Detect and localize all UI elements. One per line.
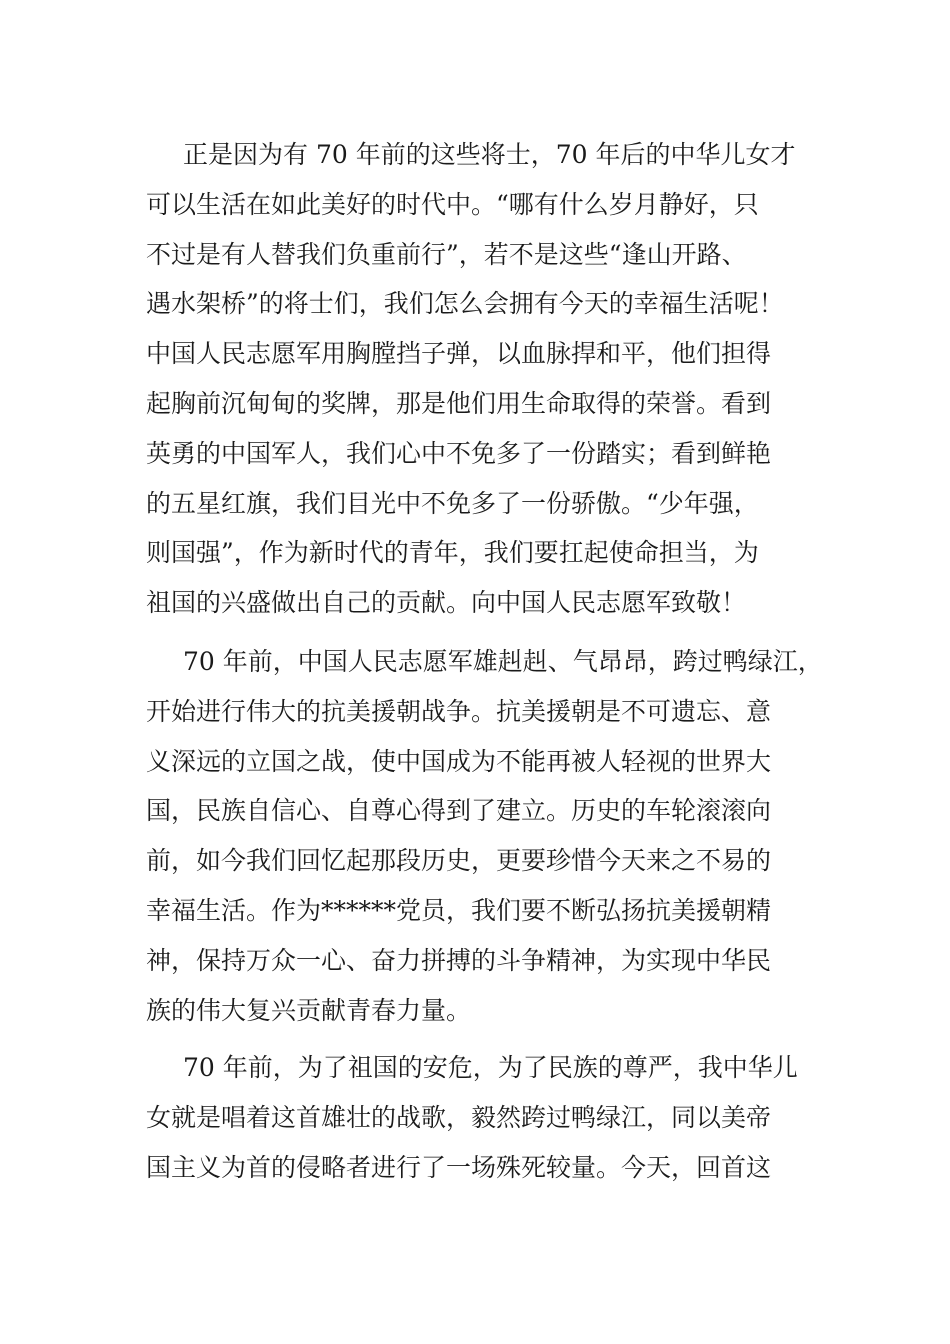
text-line: 的五星红旗，我们目光中不免多了一份骄傲。“少年强， <box>146 488 759 518</box>
text-line: 开始进行伟大的抗美援朝战争。抗美援朝是不可遗忘、意 <box>146 696 772 726</box>
text-line: 遇水架桥”的将士们，我们怎么会拥有今天的幸福生活呢！ <box>146 289 784 319</box>
text-line: 英勇的中国军人，我们心中不免多了一份踏实；看到鲜艳 <box>146 438 772 468</box>
text-line: 神，保持万众一心、奋力拼搏的斗争精神，为实现中华民 <box>146 945 772 975</box>
text-line: 国主义为首的侵略者进行了一场殊死较量。今天，回首这 <box>146 1152 772 1182</box>
text-line: 幸福生活。作为******党员，我们要不断弘扬抗美援朝精 <box>146 895 772 925</box>
text-line: 祖国的兴盛做出自己的贡献。向中国人民志愿军致敬！ <box>146 588 747 618</box>
text-line: 70 年前，为了祖国的安危，为了民族的尊严，我中华儿 <box>183 1053 798 1082</box>
text-line: 正是因为有 70 年前的这些将士，70 年后的中华儿女才 <box>183 140 796 169</box>
text-line: 中国人民志愿军用胸膛挡子弹，以血脉捍和平，他们担得 <box>146 339 772 369</box>
text-line: 可以生活在如此美好的时代中。“哪有什么岁月静好，只 <box>146 189 759 219</box>
text-line: 族的伟大复兴贡献青春力量。 <box>146 995 472 1025</box>
text-line: 则国强”，作为新时代的青年，我们要扛起使命担当，为 <box>146 538 759 568</box>
text-line: 女就是唱着这首雄壮的战歌，毅然跨过鸭绿江，同以美帝 <box>146 1102 772 1132</box>
paragraph-2 <box>146 637 826 1035</box>
text-line: 70 年前，中国人民志愿军雄赳赳、气昂昂，跨过鸭绿江， <box>183 647 823 676</box>
paragraph-3 <box>146 1043 826 1192</box>
text-line: 起胸前沉甸甸的奖牌，那是他们用生命取得的荣誉。看到 <box>146 388 772 418</box>
paragraph-1 <box>146 130 826 628</box>
text-line: 不过是有人替我们负重前行”，若不是这些“逢山开路、 <box>146 239 747 269</box>
text-line: 前，如今我们回忆起那段历史，更要珍惜今天来之不易的 <box>146 846 772 876</box>
text-line: 义深远的立国之战，使中国成为不能再被人轻视的世界大 <box>146 746 772 776</box>
text-line: 国，民族自信心、自尊心得到了建立。历史的车轮滚滚向 <box>146 796 772 826</box>
